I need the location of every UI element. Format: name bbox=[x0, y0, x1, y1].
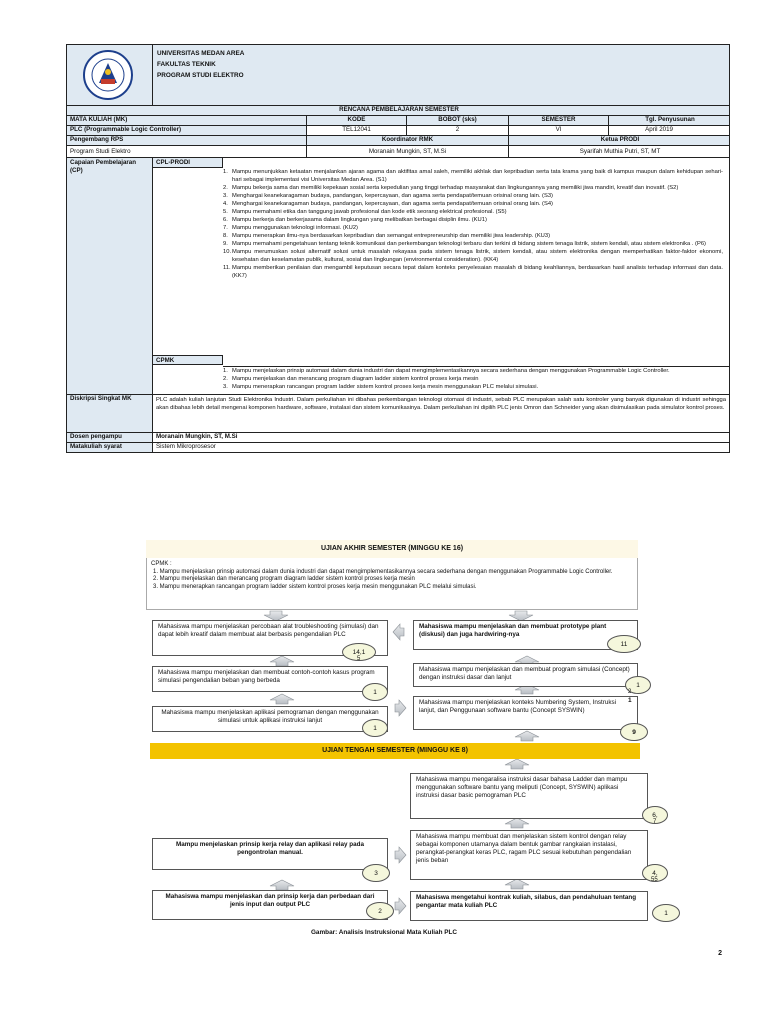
list-item-number: 7. bbox=[223, 225, 228, 231]
goal-box-troubleshooting: Mahasiswa mampu menjelaskan percobaan alat troubleshooting (simulasi) dan dapat lebih kreatif dalam membuat alat berbasis pengendalian PLC bbox=[152, 620, 388, 656]
dosen-label: Dosen pengampu bbox=[67, 433, 153, 442]
meeting-number-badge: 9 bbox=[620, 723, 648, 741]
list-item-number: 1. bbox=[223, 368, 228, 374]
list-item-text: Mampu menerapkan rancangan program ladder sistem kontrol proses kerja mesin menggunakan PLC melalui simulasi. bbox=[232, 384, 539, 390]
meeting-number-badge: 4, bbox=[642, 864, 668, 882]
diagram-cpmk-item: 2. Mampu menjelaskan dan merancang program diagram ladder sistem kontrol proses kerja mesin bbox=[153, 576, 415, 582]
list-item-number: 4. bbox=[223, 201, 228, 207]
desc-text: PLC adalah kuliah lanjutan Studi Elektronika Industri. Dalam perkuliahan ini dibahas perkembangan teknologi otomasi di industri, sebab PLC merupakan salah satu kontroler yang banyak digunakan di industri sehingga akan dibahas lebih detail mengenai komponen hardware, software, instalasi dan sistem komunikasinya. Dalam perkuliahan ini dipilih PLC jenis Omron dan Schneider yang akan disimulasikan pada simulator kontrol proses. bbox=[156, 397, 726, 412]
goal-box-advanced-simulation: Mahasiswa mampu menjelaskan aplikasi pemograman dengan menggunakan simulasi untuk aplikasi instruksi lanjut bbox=[152, 706, 388, 732]
list-item-text: Mampu merumuskan solusi alternatif solusi untuk masalah rekayasa pada sistem tenaga listrik, sistem kendali, atau sistem elektronika dengan memperhatikan faktor-faktor ekonomi, kesehatan dan keselamatan publik, kultural, sosial dan lingkungan (environmental consideration). (KK4) bbox=[232, 249, 723, 263]
mk-bobot: 2 bbox=[407, 126, 509, 135]
cp-label: Capaian Pembelajaran (CP) bbox=[67, 158, 153, 394]
diagram-cpmk-title: CPMK : bbox=[151, 561, 172, 567]
goal-box-prototype-plant: Mahasiswa mampu menjelaskan dan membuat prototype plant (diskusi) dan juga hardwiring-nya bbox=[413, 620, 638, 650]
rps-title: RENCANA PEMBELAJARAN SEMESTER bbox=[339, 106, 459, 113]
faculty-name: FAKULTAS TEKNIK bbox=[157, 61, 216, 68]
list-item-number: 8. bbox=[223, 233, 228, 239]
list-item-number: 9. bbox=[223, 241, 228, 247]
arrow-right-icon bbox=[395, 898, 406, 914]
list-item-text: Mampu menunjukkan ketaatan menjalankan ajaran agama dan aktifitas amal saleh, memiliki akhlak dan kepribadian serta tata krama yang baik di kampus maupun dalam kehidupan sehari-hari sebagai implementasi visi Universitas Medan Area. (S1) bbox=[232, 169, 723, 183]
arrow-up-icon bbox=[505, 818, 529, 828]
arrow-up-icon bbox=[505, 759, 529, 769]
meeting-number-sub: 2 bbox=[628, 689, 632, 695]
col-tgl: Tgl. Penyusunan bbox=[645, 116, 695, 123]
list-item-text: Mampu memahami pengetahuan tentang teknik komunikasi dan perkembangan teknologi terbaru dan terkini di bidang sistem tenaga listrik, sistem kendali, atau sistem elektronika . (P6) bbox=[232, 241, 706, 247]
koordinator-label: Koordinator RMK bbox=[307, 136, 509, 145]
list-item-number: 5. bbox=[223, 209, 228, 215]
list-item-number: 2. bbox=[223, 376, 228, 382]
desc-label: Diskripsi Singkat MK bbox=[67, 395, 153, 432]
meeting-number-badge: 1 bbox=[362, 719, 388, 737]
ketua-value: Syarifah Muthia Putri, ST, MT bbox=[579, 148, 661, 155]
arrow-up-icon bbox=[270, 656, 294, 666]
list-item-text: Mampu menerapkan ilmu-nya berdasarkan kepribadian dan semangat entrepreneurship dan memiliki jiwa leadership. (KU3) bbox=[232, 233, 551, 239]
diagram-cpmk-item: 3. Mampu menerapkan rancangan program ladder sistem kontrol proses kerja mesin menggunakan PLC melalui simulasi. bbox=[153, 583, 477, 590]
uas-band: UJIAN AKHIR SEMESTER (MINGGU KE 16) bbox=[146, 540, 638, 560]
arrow-up-icon bbox=[515, 731, 539, 741]
page-number: 2 bbox=[718, 950, 722, 957]
col-mk: MATA KULIAH (MK) bbox=[67, 116, 307, 125]
list-item-number: 3. bbox=[223, 384, 228, 390]
syarat-label: Matakuliah syarat bbox=[67, 443, 153, 452]
figure-caption: Gambar: Analisis Instruksional Mata Kuliah PLC bbox=[310, 929, 458, 936]
mk-semester: VI bbox=[509, 126, 609, 135]
list-item-text: Menghargai keanekaragaman budaya, pandangan, kepercayaan, dan agama serta pendapat/temuan orisinal orang lain. (S4) bbox=[232, 201, 553, 207]
diagram-cpmk-item: 1. Mampu menjelaskan prinsip automasi dalam dunia industri dan dapat mengimplementasikannya secara sederhana dengan menggunakan Programmable Logic Controller. bbox=[153, 568, 613, 575]
university-name: UNIVERSITAS MEDAN AREA bbox=[157, 50, 245, 57]
list-item-text: Menghargai keanekaragaman budaya, pandangan, kepercayaan, dan agama serta pendapat/temuan orisinal orang lain. (S3) bbox=[232, 193, 553, 199]
meeting-number-sub: 55 bbox=[651, 877, 658, 883]
list-item-text: Mampu berkerja dan berkerjasama dalam lingkungan yang melibatkan berbagai disiplin ilmu. (KU1) bbox=[232, 217, 487, 223]
cpmk-label: CPMK bbox=[153, 355, 223, 365]
mk-tgl: April 2019 bbox=[645, 126, 673, 133]
uts-band: UJIAN TENGAH SEMESTER (MINGGU KE 8) bbox=[150, 743, 640, 759]
goal-box-case-program: Mahasiswa mampu menjelaskan dan membuat contoh-contoh kasus program simulasi pengendalian beban yang berbeda bbox=[152, 666, 388, 692]
meeting-number-sub: 7 bbox=[653, 819, 657, 825]
arrow-left-icon bbox=[393, 624, 404, 640]
meeting-number-badge: 2 bbox=[366, 902, 394, 920]
program-name: PROGRAM STUDI ELEKTRO bbox=[157, 72, 244, 79]
list-item-number: 11. bbox=[223, 265, 231, 271]
meeting-number-badge: 3 bbox=[362, 864, 390, 882]
meeting-number-top: 1 bbox=[628, 697, 632, 704]
arrow-right-icon bbox=[395, 847, 406, 863]
syarat-value: Sistem Mikroprosesor bbox=[156, 443, 216, 450]
goal-box-numbering-system: Mahasiswa mampu menjelaskan konteks Numbering System, Instruksi lanjut, dan Penggunaan software bantu (Concept SYSWIN) bbox=[413, 696, 638, 730]
goal-box-relay-system: Mahasiswa mampu membuat dan menjelaskan sistem kontrol dengan relay sebagai komponen utamanya dalam bentuk gambar rangkaian instalasi, perangkat-perangkat keras PLC, ragam PLC sesuai kebutuhan pengendalian jenis beban bbox=[410, 830, 648, 880]
list-item-text: Mampu memahami etika dan tanggung jawab profesional dan kode etik seorang elektrical profesional. (S5) bbox=[232, 209, 507, 215]
list-item-number: 3. bbox=[223, 193, 228, 199]
list-item-number: 2. bbox=[223, 185, 228, 191]
arrow-right-icon bbox=[395, 700, 406, 716]
arrow-up-icon bbox=[270, 694, 294, 704]
meeting-number-badge: 1 bbox=[652, 904, 680, 922]
goal-box-course-contract: Mahasiswa mengetahui kontrak kuliah, silabus, dan pendahuluan tentang pengantar mata kuliah PLC bbox=[410, 891, 648, 921]
list-item-text: Mampu menggunakan teknologi informasi. (KU2) bbox=[232, 225, 358, 231]
list-item-number: 10. bbox=[223, 249, 232, 255]
meeting-number-badge: 14,1 bbox=[342, 643, 376, 661]
list-item-number: 1. bbox=[223, 169, 228, 175]
cpl-label: CPL-PRODI bbox=[153, 158, 223, 168]
arrow-up-icon bbox=[505, 879, 529, 889]
meeting-number-badge: 6, bbox=[642, 806, 668, 824]
list-item-text: Mampu bekerja sama dan memiliki kepekaan sosial serta kepedulian yang tinggi terhadap masyarakat dan lingkungannya yang memiliki jiwa mandiri, kreatif dan inovatif. (S2) bbox=[232, 185, 679, 191]
koordinator-value: Moranain Mungkin, ST, M.Si bbox=[307, 146, 509, 157]
mk-name: PLC (Programmable Logic Controller) bbox=[67, 126, 307, 135]
list-item-text: Mampu menjelaskan dan merancang program diagram ladder sistem kontrol proses kerja mesin bbox=[232, 376, 479, 382]
list-item-number: 6. bbox=[223, 217, 228, 223]
mk-kode: TEL12041 bbox=[307, 126, 407, 135]
list-item-text: Mampu menjelaskan prinsip automasi dalam dunia industri dan dapat mengimplementasikannya secara sederhana dengan menggunakan Programmable Logic Controller. bbox=[232, 368, 670, 374]
goal-box-ladder-instructions: Mahasiswa mampu mengaralisa instruksi dasar bahasa Ladder dan mampu menggunakan software bantu yang meliputi (Concept, SYSWIN) aplikasi instruksi dasar basic pemograman PLC bbox=[410, 773, 648, 819]
goal-box-relay-principle: Mampu menjelaskan prinsip kerja relay dan aplikasi relay pada pengontrolan manual. bbox=[152, 838, 388, 870]
col-semester: SEMESTER bbox=[509, 116, 609, 125]
col-bobot: BOBOT (sks) bbox=[407, 116, 509, 125]
pengembang-value: Program Studi Elektro bbox=[67, 146, 307, 157]
col-kode: KODE bbox=[307, 116, 407, 125]
meeting-number-badge: 1 bbox=[625, 676, 651, 694]
list-item-text: Mampu memberikan penilaian dan mengambil keputusan secara tepat dalam konteks penyelesaian masalah di bidang keahliannya, berdasarkan hasil analisis terhadap informasi dan data. (KK7) bbox=[232, 265, 723, 279]
meeting-number-badge: 1 bbox=[362, 683, 388, 701]
meeting-number-sub: 5 bbox=[357, 656, 361, 662]
meeting-number-badge: 11 bbox=[607, 635, 641, 653]
pengembang-label: Pengembang RPS bbox=[67, 136, 307, 145]
ketua-label: Ketua PRODI bbox=[600, 136, 640, 143]
arrow-up-icon bbox=[270, 880, 294, 890]
goal-box-concept-simulation: Mahasiswa mampu menjelaskan dan membuat program simulasi (Concept) dengan instruksi dasar dan lanjut bbox=[413, 663, 638, 687]
dosen-value: Moranain Mungkin, ST, M.Si bbox=[156, 433, 238, 440]
goal-box-io-difference: Mahasiswa mampu menjelaskan dan prinsip kerja dan perbedaan dari jenis input dan output PLC bbox=[152, 890, 388, 920]
